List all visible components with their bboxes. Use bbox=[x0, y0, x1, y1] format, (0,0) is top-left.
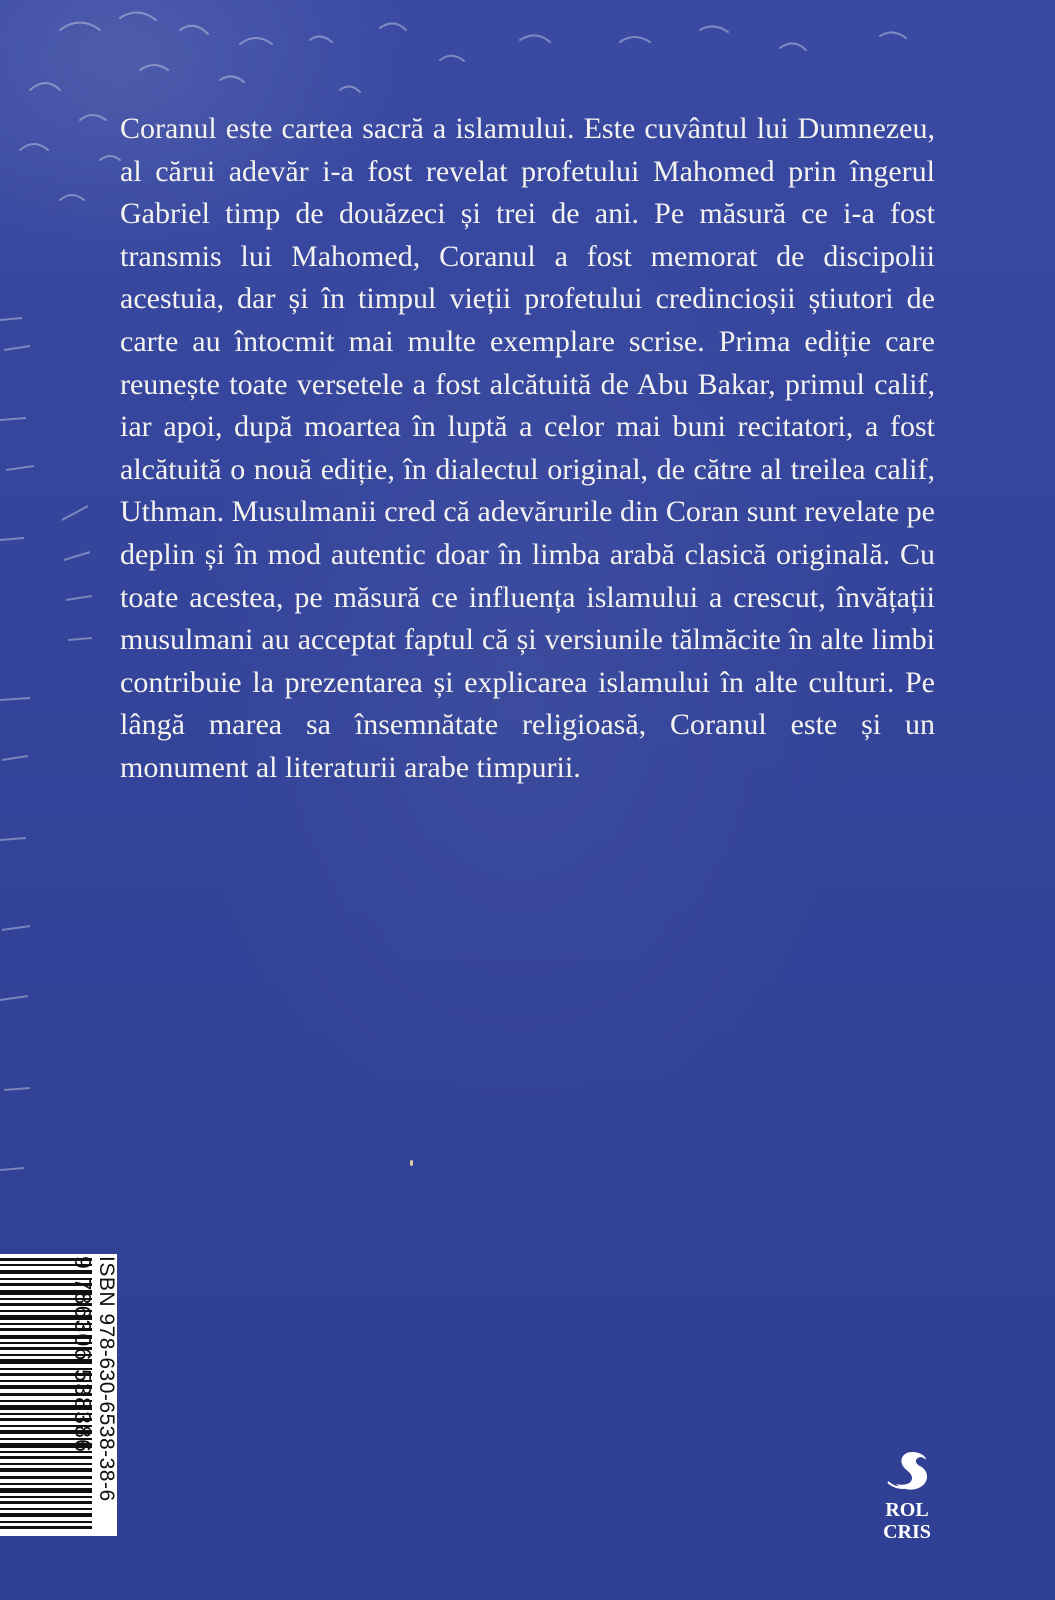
swan-icon bbox=[882, 1448, 932, 1494]
back-cover-description: Coranul este cartea sacră a islamului. Este cuvântul lui Dumnezeu, al cărui adevăr i-a fost revelat profetului Mahomed prin îngerul Gabriel timp de douăzeci și trei de ani. Pe măsură ce i-a fost transmis lui Mahomed, Coranul a fost memorat de discipolii acestuia, dar și în timpul vieții profetului credincioșii știutori de carte au întocmit mai multe exemplare scrise. Prima ediție care reunește toate versetele a fost alcătuită de Abu Bakar, primul calif, iar apoi, după moartea în luptă a celor mai buni recitatori, a fost alcătuită o nouă ediție, în dialectul original, de către al treilea calif, Uthman. Musulmanii cred că adevărurile din Coran sunt revelate pe deplin și în mod autentic doar în limba arabă clasică originală. Cu toate acestea, pe măsură ce influența islamului a crescut, învățații musulmani au acceptat faptul că și versiunile tălmăcite în alte limbi contribuie la prezentarea și explicarea islamului în alte culturi. Pe lângă marea sa însemnătate religioasă, Coranul este și un monument al literaturii arabe timpurii. bbox=[120, 112, 935, 784]
dust-speck bbox=[410, 1160, 413, 1166]
publisher-logo bbox=[872, 1448, 942, 1548]
publisher-name-line2: CRIS bbox=[883, 1521, 931, 1543]
barcode-digits: 9 786306 538386 bbox=[70, 1256, 96, 1454]
isbn-number: ISBN 978-630-6538-38-6 bbox=[95, 1256, 118, 1502]
publisher-name-line1: ROL bbox=[885, 1499, 929, 1521]
